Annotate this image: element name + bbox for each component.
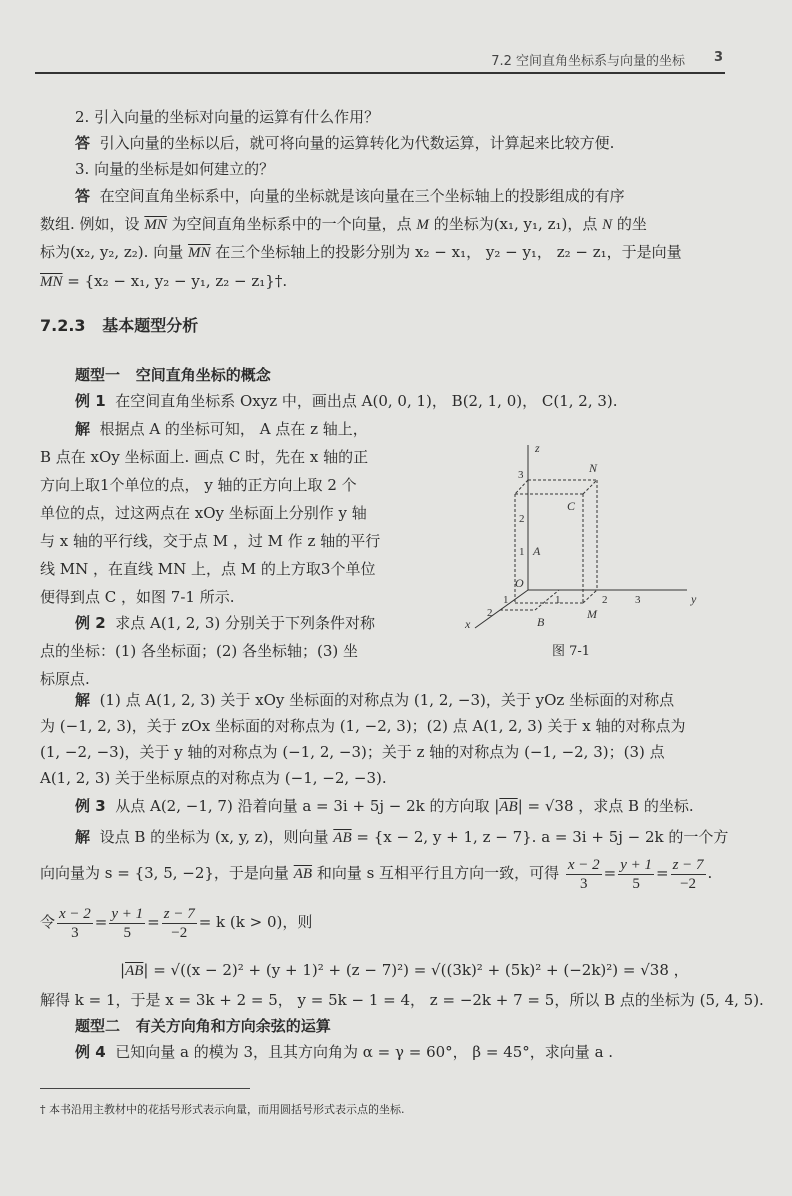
vector-mn: $\overline{MN}$ xyxy=(144,217,167,233)
tick-label: 2 xyxy=(602,594,608,606)
answer-3-line xyxy=(40,242,730,263)
example-2 xyxy=(75,613,375,633)
footnote-divider xyxy=(40,1088,250,1089)
solution-3-result: 解得 k = 1，于是 x = 3k + 2 = 5， y = 5k − 1 = 4， z = −2k + 7 = 5，所以 B 点的坐标为 (5, 4, 5). xyxy=(40,991,764,1009)
answer-2 xyxy=(75,133,730,153)
text: 设点 B 的坐标为 (x, y, z)，则向量 xyxy=(99,828,329,846)
type-2-heading xyxy=(75,1016,730,1036)
example-1 xyxy=(75,391,730,411)
tick-label: 3 xyxy=(518,469,524,481)
page-number: 3 xyxy=(713,50,723,65)
section-heading xyxy=(40,316,730,336)
type-title: 空间直角坐标的概念 xyxy=(135,366,271,384)
numerator: x − 2 xyxy=(567,856,600,873)
text: | = √38 ，求点 B 的坐标. xyxy=(517,797,694,815)
answer-text: 引入向量的坐标以后，就可将向量的运算转化为代数运算，计算起来比较方便. xyxy=(99,134,615,152)
type-label: 题型一 xyxy=(75,366,121,384)
text: 求点 A(1, 2, 3) 分别关于下列条件对称 xyxy=(115,614,375,632)
denominator: −2 xyxy=(680,875,697,892)
type-label: 题型二 xyxy=(75,1017,121,1035)
text: 的坐标为(x₁, y₁, z₁)，点 xyxy=(433,215,598,233)
type-title: 有关方向角和方向余弦的运算 xyxy=(135,1017,331,1035)
point-c-label: C xyxy=(567,499,576,513)
section-title: 基本题型分析 xyxy=(102,316,199,335)
numerator: z − 7 xyxy=(672,856,704,873)
text: 从点 A(2, −1, 7) 沿着向量 a = 3i + 5j − 2k 的方向取 | xyxy=(115,797,500,815)
denominator: 3 xyxy=(580,875,588,892)
question-2: 2. 引入向量的坐标对向量的运算有什么作用？ xyxy=(75,108,380,126)
solution-line: 方向上取1个单位的点， y 轴的正方向上取 2 个 xyxy=(40,476,357,494)
tick-label: 2 xyxy=(519,513,525,525)
text: 和向量 s 互相平行且方向一致，可得 xyxy=(316,864,560,882)
running-header xyxy=(35,48,725,74)
tick-label: 1 xyxy=(555,594,561,606)
example-label: 例 3 xyxy=(75,797,106,815)
question-3: 3. 向量的坐标是如何建立的？ xyxy=(75,160,275,178)
vector-mn: $\overline{MN}$ xyxy=(40,274,63,290)
example-2-line: 点的坐标：(1) 各坐标面；(2) 各坐标轴；(3) 坐 xyxy=(40,642,359,660)
solution-3-line xyxy=(40,853,730,894)
tick-label: 1 xyxy=(519,546,525,558)
axis-label-y: y xyxy=(691,592,697,606)
text: 的坐 xyxy=(616,215,647,233)
vector-ab: $\overline{AB}$ xyxy=(125,963,144,979)
text: 为空间直角坐标系中的一个向量，点 xyxy=(171,215,412,233)
solution-line: 线 MN ，在直线 MN 上，点 M 的上方取3个单位 xyxy=(40,560,376,578)
answer-3-line xyxy=(75,186,730,206)
origin-label: O xyxy=(515,576,524,590)
example-label: 例 1 xyxy=(75,392,106,410)
example-2-line: 标原点. xyxy=(40,670,90,688)
example-text: 在空间直角坐标系 Oxyz 中，画出点 A(0, 0, 1)， B(2, 1, 0)， C(1, 2, 3). xyxy=(115,392,618,410)
example-4 xyxy=(75,1042,730,1062)
footnote: † 本书沿用主教材中的花括号形式表示向量，而用圆括号形式表示点的坐标. xyxy=(40,1103,405,1116)
vector-ab: $\overline{AB}$ xyxy=(499,799,518,815)
point-b-label: B xyxy=(537,615,545,629)
vector-mn: $\overline{MN}$ xyxy=(187,245,211,261)
denominator: −2 xyxy=(171,924,188,941)
tick-label: 1 xyxy=(503,594,509,606)
vector-ab: $\overline{AB}$ xyxy=(293,866,313,882)
denominator: 5 xyxy=(632,875,640,892)
answer-label: 答 xyxy=(75,134,91,152)
text: 根据点 A 的坐标可知， A 点在 z 轴上， xyxy=(99,420,368,438)
fraction xyxy=(162,905,197,942)
answer-label: 答 xyxy=(75,187,91,205)
solution-label: 解 xyxy=(75,420,91,438)
vector-ab: $\overline{AB}$ xyxy=(333,830,352,846)
denominator: 3 xyxy=(71,924,79,941)
text: = {x₂ − x₁, y₂ − y₁, z₂ − z₁}†. xyxy=(67,272,288,290)
text: | xyxy=(120,961,126,979)
equals: = xyxy=(147,913,160,931)
point-m-label: M xyxy=(587,607,597,621)
x-axis xyxy=(475,590,528,628)
example-3 xyxy=(75,796,730,817)
numerator: z − 7 xyxy=(163,905,195,922)
point-a-label: A xyxy=(533,544,541,558)
solution-label: 解 xyxy=(75,828,91,846)
solution-line xyxy=(75,419,368,439)
example-label: 例 4 xyxy=(75,1043,106,1061)
denominator: 5 xyxy=(123,924,132,941)
period: . xyxy=(707,864,713,882)
text: M xyxy=(416,217,429,233)
text: 在三个坐标轴上的投影分别为 x₂ − x₁， y₂ − y₁， z₂ − z₁，于是向量 xyxy=(215,243,682,261)
modulus-equation xyxy=(120,960,689,981)
solution-label: 解 xyxy=(75,691,91,709)
equals: = xyxy=(656,864,669,882)
point-n-label: N xyxy=(589,461,598,475)
solution-2-line xyxy=(75,690,730,710)
equals: = xyxy=(603,864,617,882)
header-section-title: 7.2 空间直角坐标系与向量的坐标 xyxy=(491,54,685,69)
text: = {x − 2, y + 1, z − 7}. a = 3i + 5j − 2k 的一个方 xyxy=(356,828,729,846)
numerator: y + 1 xyxy=(620,856,652,873)
tick-label: 2 xyxy=(487,607,493,619)
text: 数组. 例如，设 xyxy=(40,215,140,233)
answer-3-line xyxy=(40,271,730,292)
fraction xyxy=(618,856,654,893)
fraction xyxy=(57,905,93,942)
solution-line: 单位的点，过这两点在 xOy 坐标面上分别作 y 轴 xyxy=(40,504,367,522)
example-label: 例 2 xyxy=(75,614,106,632)
solution-3-line xyxy=(75,827,730,848)
equals: = xyxy=(94,913,108,931)
section-number: 7.2.3 xyxy=(40,316,86,335)
text: 标为(x₂, y₂, z₂). 向量 xyxy=(40,243,184,261)
tick-label: 3 xyxy=(635,594,641,606)
text: | = √((x − 2)² + (y + 1)² + (z − 7)²) = √((3k)² + (5k)² + (−2k)²) = √38 ， xyxy=(143,961,689,979)
text: 向向量为 s = {3, 5, −2}，于是向量 xyxy=(40,864,289,882)
solution-2-line: A(1, 2, 3) 关于坐标原点的对称点为 (−1, −2, −3). xyxy=(40,769,387,787)
axis-label-z: z xyxy=(535,441,540,455)
solution-line: 便得到点 C ，如图 7-1 所示. xyxy=(40,588,235,606)
numerator: x − 2 xyxy=(59,905,91,922)
answer-3-line xyxy=(40,214,730,235)
fraction xyxy=(566,856,602,893)
solution-line: B 点在 xOy 坐标面上. 画点 C 时，先在 x 轴的正 xyxy=(40,448,369,466)
text: = k (k > 0)，则 xyxy=(198,913,313,931)
solution-3-line xyxy=(40,902,730,942)
solution-2-line: (1, −2, −3)，关于 y 轴的对称点为 (−1, 2, −3)；关于 z 轴的对称点为 (−1, −2, 3)；(3) 点 xyxy=(40,743,665,761)
axis-label-x: x xyxy=(465,617,471,630)
text: 在空间直角坐标系中，向量的坐标就是该向量在三个坐标轴上的投影组成的有序 xyxy=(99,187,625,205)
figure-caption: 图 7-1 xyxy=(552,644,591,659)
figure-7-1 xyxy=(455,440,715,630)
text: 令 xyxy=(40,913,56,931)
fraction xyxy=(671,856,706,893)
example-text: 已知向量 a 的模为 3，且其方向角为 α = γ = 60°， β = 45°，求向量 a . xyxy=(115,1043,614,1061)
solution-2-line: 为 (−1, 2, 3)，关于 zOx 坐标面的对称点为 (1, −2, 3)；(2) 点 A(1, 2, 3) 关于 x 轴的对称点为 xyxy=(40,717,686,735)
fraction xyxy=(109,905,145,942)
type-1-heading xyxy=(75,365,730,385)
solution-line: 与 x 轴的平行线，交于点 M ，过 M 作 z 轴的平行 xyxy=(40,532,381,550)
text: N xyxy=(602,217,613,233)
text: (1) 点 A(1, 2, 3) 关于 xOy 坐标面的对称点为 (1, 2, −3)，关于 yOz 坐标面的对称点 xyxy=(99,691,675,709)
numerator: y + 1 xyxy=(111,905,144,922)
